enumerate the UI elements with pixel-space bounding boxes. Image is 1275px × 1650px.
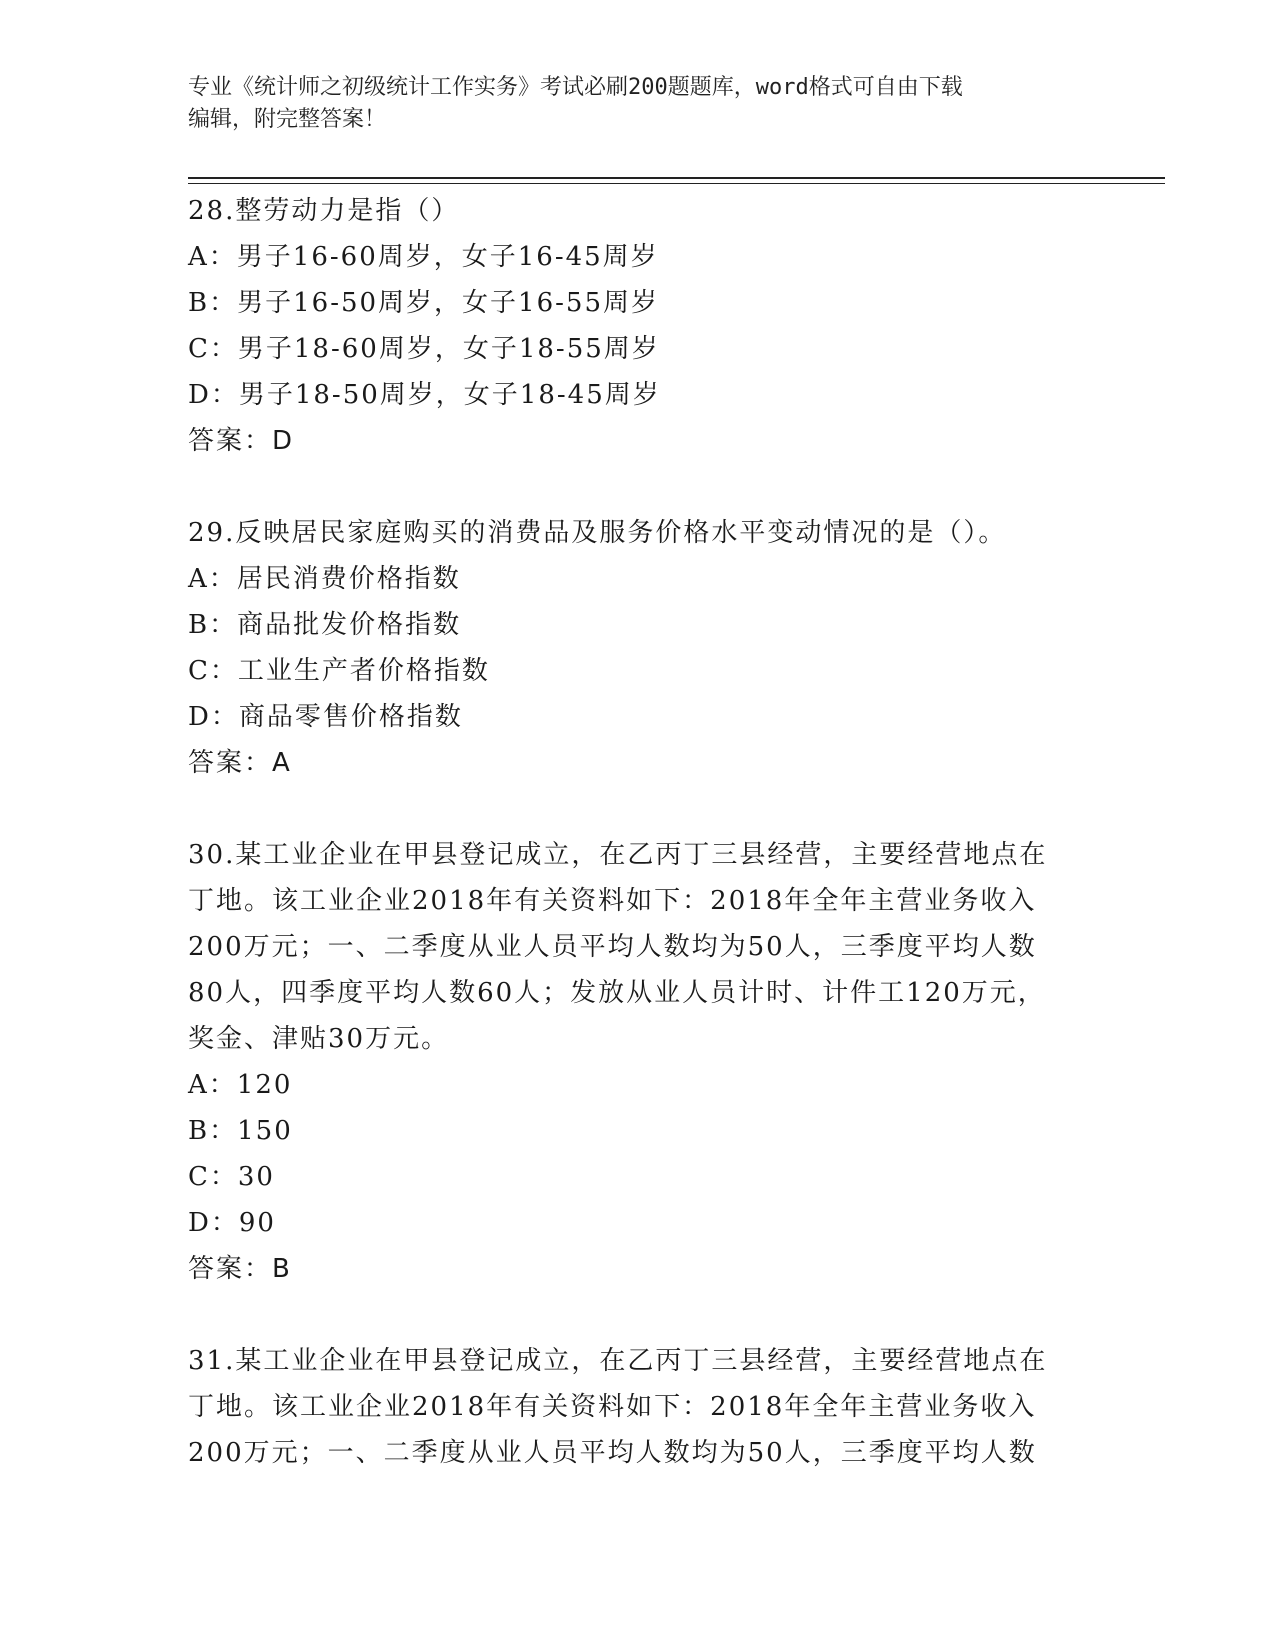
question-spacer [188,464,1088,510]
option-d: D：商品零售价格指数 [188,702,463,732]
answer: 答案：A [188,748,292,778]
option-d: D：男子18-50周岁，女子18-45周岁 [188,380,661,410]
question-stem-line: 200万元；一、二季度从业人员平均人数均为50人，三季度平均人数 [188,932,1037,962]
document-header [188,72,1068,136]
header-line-2: 编辑，附完整答案！ [188,107,387,132]
option-d: D：90 [188,1208,276,1238]
option-a: A：120 [188,1070,293,1100]
option-c: C：男子18-60周岁，女子18-55周岁 [188,334,660,364]
option-b: B：男子16-50周岁，女子16-55周岁 [188,288,660,318]
answer: 答案：B [188,1254,292,1284]
question-spacer [188,786,1088,832]
question-30 [188,832,1088,1292]
question-stem-line: 奖金、津贴30万元。 [188,1024,450,1054]
question-stem-line: 31.某工业企业在甲县登记成立，在乙丙丁三县经营，主要经营地点在 [188,1346,1048,1376]
option-a: A：居民消费价格指数 [188,564,461,594]
question-stem-line: 200万元；一、二季度从业人员平均人数均为50人，三季度平均人数 [188,1438,1037,1468]
question-stem-line: 30.某工业企业在甲县登记成立，在乙丙丁三县经营，主要经营地点在 [188,840,1048,870]
header-divider-thick [188,177,1165,179]
question-stem-line: 丁地。该工业企业2018年有关资料如下：2018年全年主营业务收入 [188,1392,1037,1422]
option-c: C：30 [188,1162,275,1192]
question-list [188,188,1088,1476]
question-stem-line: 28.整劳动力是指（） [188,196,460,226]
question-31 [188,1338,1088,1476]
question-28 [188,188,1088,464]
option-b: B：150 [188,1116,293,1146]
option-a: A：男子16-60周岁，女子16-45周岁 [188,242,659,272]
question-stem-line: 29.反映居民家庭购买的消费品及服务价格水平变动情况的是（）。 [188,518,1007,548]
question-spacer [188,1292,1088,1338]
option-c: C：工业生产者价格指数 [188,656,490,686]
header-line-1: 专业《统计师之初级统计工作实务》考试必刷200题题库，word格式可自由下载 [188,75,963,100]
question-stem-line: 80人，四季度平均人数60人；发放从业人员计时、计件工120万元， [188,978,1046,1008]
answer: 答案：D [188,426,295,456]
question-stem-line: 丁地。该工业企业2018年有关资料如下：2018年全年主营业务收入 [188,886,1037,916]
option-b: B：商品批发价格指数 [188,610,462,640]
question-29 [188,510,1088,786]
header-divider-thin [188,183,1165,184]
